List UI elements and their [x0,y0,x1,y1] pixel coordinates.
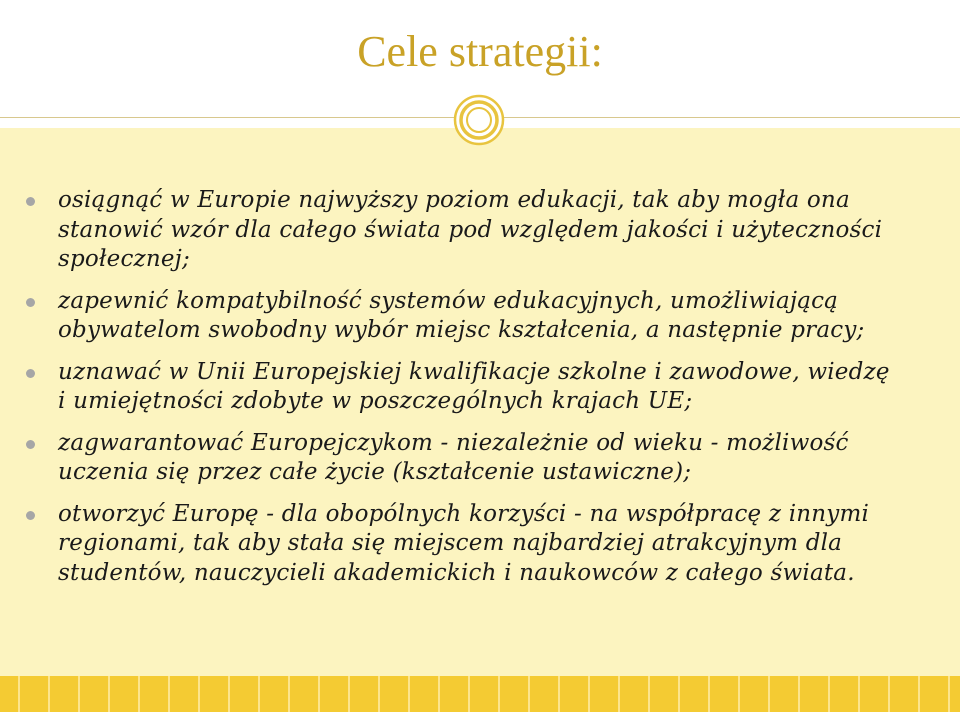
stripe [708,676,710,712]
stripe [888,676,890,712]
stripe [528,676,530,712]
stripe [558,676,560,712]
list-item [22,500,902,589]
bullet-text: zapewnić kompatybilność systemów edukacyjnych, umożliwiającą obywatelom swobodny wybór miejsc kształcenia, a następnie pracy; [58,287,865,343]
bullet-icon [26,369,35,378]
bullet-text: zagwarantować Europejczykom - niezależnie od wieku - możliwość uczenia się przez całe życie (kształcenie ustawiczne); [58,429,849,485]
bullet-text: osiągnąć w Europie najwyższy poziom edukacji, tak aby mogła ona stanowić wzór dla całego świata pod względem jakości i użyteczności społecznej; [58,187,883,272]
stripe [678,676,680,712]
stripe [468,676,470,712]
stripe [618,676,620,712]
bullet-icon [26,197,35,206]
stripe [498,676,500,712]
stripe [18,676,20,712]
stripe [48,676,50,712]
bullet-icon [26,511,35,520]
circle-ornament-icon [453,94,505,146]
stripe [408,676,410,712]
stripe [438,676,440,712]
stripe [918,676,920,712]
stripe [348,676,350,712]
stripe [198,676,200,712]
bullet-list [22,186,902,600]
stripe [168,676,170,712]
stripe [78,676,80,712]
stripe [648,676,650,712]
stripe [378,676,380,712]
stripe [828,676,830,712]
stripe [768,676,770,712]
stripe [108,676,110,712]
stripe [798,676,800,712]
stripe [288,676,290,712]
bullet-text: otworzyć Europę - dla obopólnych korzyści - na współpracę z innymi regionami, tak aby stała się miejscem najbardziej atrakcyjnym dla studentów, nauczycieli akademickich i naukowców z całego świata. [58,500,870,586]
slide-title: Cele strategii: [357,27,603,76]
bullet-text: uznawać w Unii Europejskiej kwalifikacje szkolne i zawodowe, wiedzę i umiejętności zdobyte w poszczególnych krajach UE; [58,358,890,414]
stripe [948,676,950,712]
stripe [138,676,140,712]
bullet-icon [26,440,35,449]
list-item [22,429,902,488]
stripe [738,676,740,712]
stripe [858,676,860,712]
list-item [22,358,902,417]
list-item [22,287,902,346]
bottom-bar [0,676,960,712]
stripe [228,676,230,712]
bullet-icon [26,298,35,307]
stripe [588,676,590,712]
list-item [22,186,902,275]
stripe [258,676,260,712]
stripe [318,676,320,712]
